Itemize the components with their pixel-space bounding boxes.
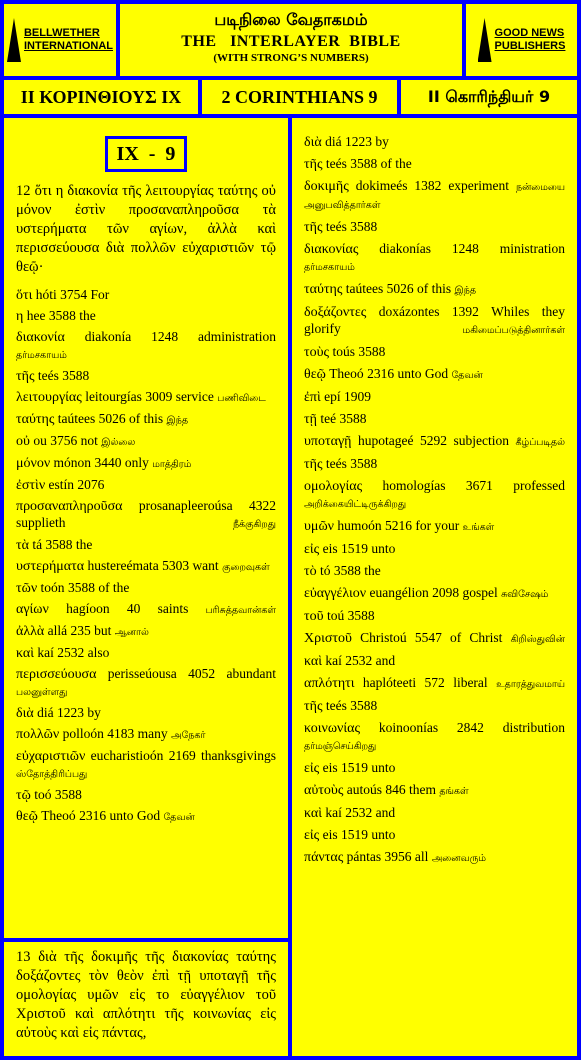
word-entry xyxy=(304,782,565,800)
word-entry xyxy=(304,156,565,173)
strongs-number: 3588 xyxy=(339,411,367,426)
strongs-number: 2316 xyxy=(79,808,107,823)
main-title: THE INTERLAYER BIBLE xyxy=(181,33,401,50)
word-entry xyxy=(16,558,276,576)
greek-word: εἰς xyxy=(304,828,320,843)
greek-word: δοξάζοντες xyxy=(304,305,367,320)
strongs-number: 3756 xyxy=(50,433,78,448)
transliteration: toó xyxy=(34,787,52,802)
strongs-number: 572 xyxy=(424,675,445,690)
strongs-number: 1392 xyxy=(451,304,479,319)
tamil-title: படிநிலை வேதாகமம் xyxy=(214,10,368,29)
greek-word: διὰ xyxy=(304,135,322,150)
greek-word: πολλῶν xyxy=(16,727,60,742)
transliteration: eis xyxy=(322,827,338,842)
greek-word: ἐστὶν xyxy=(16,478,46,493)
english-gloss: subjection xyxy=(453,433,509,448)
english-gloss: unto God xyxy=(109,808,161,823)
english-gloss: Whiles they glorify xyxy=(304,304,566,336)
strongs-number: 5292 xyxy=(419,433,447,448)
word-entry xyxy=(16,537,276,554)
word-entry xyxy=(304,134,565,151)
word-entry xyxy=(16,329,276,364)
word-entry xyxy=(16,623,276,641)
word-entry xyxy=(16,580,276,597)
tamil-gloss: தர்மஞ்செய்கிறது xyxy=(304,741,377,752)
verse-13-box xyxy=(4,942,288,1056)
word-entry xyxy=(304,827,565,844)
english-gloss: thanksgivings xyxy=(201,748,277,763)
greek-word: τῆς xyxy=(304,699,323,714)
transliteration: autoús xyxy=(346,782,382,797)
word-entry xyxy=(16,368,276,385)
greek-word: οὐ xyxy=(16,434,30,449)
english-gloss: not xyxy=(80,433,98,448)
greek-word: ὅτι xyxy=(16,288,33,303)
english-gloss: gospel xyxy=(462,585,498,600)
transliteration: teés xyxy=(325,156,347,171)
transliteration: toón xyxy=(40,580,65,595)
word-entry xyxy=(16,601,276,619)
strongs-number: 3588 xyxy=(350,156,378,171)
greek-word: δοκιμῆς xyxy=(304,179,349,194)
logo-left-line2: INTERNATIONAL xyxy=(23,40,113,52)
strongs-number: 3671 xyxy=(465,478,493,493)
word-entry xyxy=(16,705,276,722)
english-gloss: For xyxy=(90,287,110,302)
strongs-number: 3440 xyxy=(94,455,122,470)
greek-word: θεῷ xyxy=(304,367,326,382)
transliteration: kaí xyxy=(325,805,342,820)
word-entry xyxy=(304,518,565,536)
transliteration: diá xyxy=(325,134,342,149)
greek-word: τῆς xyxy=(304,157,323,172)
word-entry xyxy=(16,308,276,325)
greek-word: υποταγῇ xyxy=(304,434,352,449)
english-gloss: experiment xyxy=(448,178,510,193)
chapter-label: IX - 9 xyxy=(105,136,187,172)
english-gloss: many xyxy=(137,726,168,741)
english-gloss: unto xyxy=(371,827,396,842)
greek-word: ταύτης xyxy=(304,282,343,297)
transliteration: hupotageé xyxy=(357,433,414,448)
english-gloss: the xyxy=(79,308,96,323)
greek-word: περισσεύουσα xyxy=(16,667,97,682)
strongs-number: 2532 xyxy=(345,805,373,820)
word-entry xyxy=(304,366,565,384)
strongs-number: 3588 xyxy=(350,456,378,471)
english-gloss: unto xyxy=(371,760,396,775)
tamil-gloss: குறைவுகள் xyxy=(222,562,270,573)
tamil-gloss: தர்மசகாயம் xyxy=(16,350,67,361)
strongs-number: 4322 xyxy=(249,498,276,513)
transliteration: teés xyxy=(37,368,59,383)
transliteration: hustereémata xyxy=(87,558,159,573)
tamil-gloss: ஸ்தோத்திரிப்பது xyxy=(16,769,88,780)
good-news-logo xyxy=(466,4,577,76)
transliteration: hóti xyxy=(35,287,57,302)
strongs-number: 5216 xyxy=(385,518,412,533)
word-entry xyxy=(16,287,276,304)
transliteration: leitourgías xyxy=(85,389,142,404)
greek-word: τῆς xyxy=(304,220,323,235)
strongs-number: 3588 xyxy=(350,219,378,234)
greek-word: καὶ xyxy=(16,646,35,661)
english-gloss: them xyxy=(409,782,436,797)
greek-word: αγίων xyxy=(16,602,49,617)
word-entry xyxy=(304,241,565,276)
greek-word: τὸ xyxy=(304,564,317,579)
transliteration: teés xyxy=(325,219,347,234)
greek-word: διὰ xyxy=(16,706,34,721)
strongs-number: 3754 xyxy=(60,287,88,302)
transliteration: taútees xyxy=(57,411,96,426)
greek-word: τῇ xyxy=(304,412,317,427)
greek-word: διακονίας xyxy=(304,242,359,257)
english-reference: 2 CORINTHIANS 9 xyxy=(202,80,397,114)
english-gloss: abundant xyxy=(226,666,277,681)
english-gloss: but xyxy=(94,623,112,638)
word-entry xyxy=(304,720,565,755)
word-entry xyxy=(304,608,565,625)
transliteration: humoón xyxy=(337,518,382,533)
transliteration: diakonías xyxy=(379,241,432,256)
english-gloss: the xyxy=(364,563,381,578)
strongs-number: 2098 xyxy=(432,585,460,600)
english-gloss: unto God xyxy=(397,366,449,381)
strongs-number: 2532 xyxy=(345,653,373,668)
transliteration: teés xyxy=(325,698,347,713)
right-word-list xyxy=(304,134,565,867)
transliteration: teés xyxy=(325,456,347,471)
english-gloss: all xyxy=(414,849,429,864)
tamil-gloss: கிறிஸ்துவின் xyxy=(510,634,566,645)
transliteration: kaí xyxy=(37,645,54,660)
transliteration: toú xyxy=(326,608,345,623)
strongs-number: 3588 xyxy=(54,787,82,802)
english-gloss: unto xyxy=(371,541,396,556)
english-gloss: ministration xyxy=(499,241,565,256)
strongs-number: 1519 xyxy=(340,827,368,842)
strongs-number: 2076 xyxy=(77,477,105,492)
english-gloss: service xyxy=(175,389,214,404)
english-gloss: the xyxy=(75,537,93,552)
transliteration: teé xyxy=(320,411,337,426)
transliteration: polloón xyxy=(62,726,104,741)
transliteration: mónon xyxy=(53,455,92,470)
tamil-gloss: இல்லை xyxy=(101,437,136,448)
word-entry xyxy=(304,849,565,867)
strongs-number: 1223 xyxy=(344,134,372,149)
strongs-number: 1382 xyxy=(414,178,442,193)
strongs-number: 2169 xyxy=(168,748,196,763)
tamil-gloss: நீக்குகிறது xyxy=(232,519,276,530)
strongs-number: 3588 xyxy=(333,563,361,578)
word-entry xyxy=(16,748,276,783)
word-entry xyxy=(304,344,565,361)
greek-word: εὐχαριστιῶν xyxy=(16,749,86,764)
word-entry xyxy=(304,281,565,299)
transliteration: eis xyxy=(322,760,338,775)
transliteration: doxázontes xyxy=(378,304,440,319)
greek-word: τῶν xyxy=(16,581,38,596)
word-entry xyxy=(304,411,565,428)
transliteration: dokimeés xyxy=(355,178,408,193)
english-gloss: administration xyxy=(198,329,277,344)
strongs-number: 1223 xyxy=(56,705,84,720)
greek-word: λειτουργίας xyxy=(16,390,82,405)
english-gloss: also xyxy=(87,645,110,660)
tamil-reference: II கொரிந்தியர் 9 xyxy=(401,80,577,114)
word-entry xyxy=(16,455,276,473)
strongs-number: 4052 xyxy=(188,666,216,681)
transliteration: allá xyxy=(47,623,68,638)
right-column xyxy=(292,118,577,1056)
strongs-number: 3588 xyxy=(62,368,90,383)
english-gloss: of this xyxy=(417,281,452,296)
transliteration: eucharistioón xyxy=(90,748,164,763)
english-gloss: and xyxy=(375,653,396,668)
word-entry xyxy=(304,805,565,822)
strongs-number: 3588 xyxy=(67,580,95,595)
tamil-gloss: அனைவரும் xyxy=(431,853,487,864)
greek-word: καὶ xyxy=(304,806,323,821)
tamil-gloss: பலனுள்ளது xyxy=(16,687,68,698)
bellwether-logo xyxy=(4,4,116,76)
strongs-number: 2316 xyxy=(367,366,395,381)
strongs-number: 3588 xyxy=(350,698,378,713)
tamil-gloss: பணிவிடை xyxy=(217,393,266,404)
strongs-number: 1519 xyxy=(340,760,368,775)
verse-12-text: 12 ὅτι η διακονία τῆς λειτουργίας ταύτης οὐ μόνον ἐστὶν προσαναπληροῦσα τὰ υστερήματα τῶν αγίων, ἀλλὰ καὶ περισσεύουσα διὰ πολλῶν εὐχαριστιῶν τῷ θεῷ· xyxy=(16,183,276,275)
tamil-gloss: ஆனால் xyxy=(114,627,149,638)
tamil-gloss: பரிசுத்தவான்கள் xyxy=(205,605,277,616)
strongs-number: 4183 xyxy=(107,726,135,741)
greek-word: απλότητι xyxy=(304,676,355,691)
strongs-number: 3588 xyxy=(45,537,73,552)
tamil-gloss: சுவிசேஷம் xyxy=(501,589,549,600)
strongs-number: 2532 xyxy=(57,645,85,660)
left-word-list xyxy=(16,287,276,826)
strongs-number: 2842 xyxy=(456,720,484,735)
strongs-number: 3588 xyxy=(358,344,386,359)
subtitle: (WITH STRONG’S NUMBERS) xyxy=(213,52,369,64)
word-entry xyxy=(304,675,565,693)
greek-word: ομολογίας xyxy=(304,479,363,494)
tamil-gloss: நன்மையை அனுபவித்தார்கள் xyxy=(304,182,566,211)
english-gloss: distribution xyxy=(502,720,565,735)
english-gloss: only xyxy=(124,455,149,470)
greek-word: πάντας xyxy=(304,850,344,865)
greek-word: τὰ xyxy=(16,538,29,553)
transliteration: Theoó xyxy=(329,366,364,381)
transliteration: epí xyxy=(324,389,341,404)
tamil-gloss: மகிமைப்படுத்தினார்கள் xyxy=(462,325,565,336)
transliteration: haplóteeti xyxy=(362,675,417,690)
strongs-number: 5026 xyxy=(386,281,414,296)
transliteration: pántas xyxy=(346,849,382,864)
transliteration: kaí xyxy=(325,653,342,668)
greek-word: προσαναπληροῦσα xyxy=(16,499,123,514)
word-entry xyxy=(16,389,276,407)
strongs-number: 1248 xyxy=(451,241,479,256)
word-entry xyxy=(304,630,565,648)
word-entry xyxy=(304,585,565,603)
english-gloss: liberal xyxy=(453,675,488,690)
greek-word: τῷ xyxy=(16,788,31,803)
word-entry xyxy=(304,219,565,236)
word-entry xyxy=(16,477,276,494)
strongs-number: 5547 xyxy=(414,630,442,645)
tamil-gloss: இந்த xyxy=(166,415,189,426)
word-entry xyxy=(16,666,276,701)
transliteration: hagíoon xyxy=(66,601,110,616)
word-entry xyxy=(304,304,565,339)
tamil-gloss: அறிக்கையிட்டிருக்கிறது xyxy=(304,499,407,510)
tamil-gloss: தர்மசகாயம் xyxy=(304,262,355,273)
tamil-gloss: மாத்திரம் xyxy=(152,459,192,470)
greek-word: εὐαγγέλιον xyxy=(304,586,367,601)
greek-word: κοινωνίας xyxy=(304,721,361,736)
strongs-number: 235 xyxy=(70,623,91,638)
verse-13-text: 13 διὰ τῆς δοκιμῆς τῆς διακονίας ταύτης δοξάζοντες τὸν θεὸν ἐπὶ τῇ υποταγῇ τῆς ομολογίας υμῶν εἰς το εὐαγγέλιον τοῦ Χριστοῦ καὶ απλότητι τῆς κοινωνίας εἰς αὐτοὺς καὶ εἰς πάντας, xyxy=(16,949,276,1041)
transliteration: toús xyxy=(332,344,355,359)
word-entry xyxy=(16,787,276,804)
transliteration: Theoó xyxy=(41,808,76,823)
strongs-number: 1248 xyxy=(151,329,179,344)
tamil-gloss: தங்கள் xyxy=(439,786,469,797)
word-entry xyxy=(16,726,276,744)
greek-word: τῆς xyxy=(304,457,323,472)
transliteration: eis xyxy=(322,541,338,556)
greek-word: ἐπὶ xyxy=(304,390,321,405)
english-gloss: and xyxy=(375,805,396,820)
flame-icon xyxy=(7,18,21,62)
greek-word: Χριστοῦ xyxy=(304,631,352,646)
greek-word: διακονία xyxy=(16,330,65,345)
word-entry xyxy=(16,645,276,662)
logo-right-line2: PUBLISHERS xyxy=(494,40,566,52)
greek-word: εἰς xyxy=(304,542,320,557)
greek-word: υστερήματα xyxy=(16,559,85,574)
english-gloss: by xyxy=(375,134,389,149)
strongs-number: 3009 xyxy=(145,389,173,404)
english-gloss: by xyxy=(87,705,101,720)
tamil-gloss: அநேகர் xyxy=(170,730,206,741)
greek-reference: ΙΙ ΚΟΡΙΝΘΙΟΥΣ ΙΧ xyxy=(4,80,198,114)
word-entry xyxy=(304,698,565,715)
strongs-number: 5303 xyxy=(162,558,190,573)
strongs-number: 3588 xyxy=(48,308,76,323)
greek-word: θεῷ xyxy=(16,809,38,824)
word-entry xyxy=(304,433,565,451)
english-gloss: of this xyxy=(129,411,164,426)
strongs-number: 40 xyxy=(126,601,141,616)
transliteration: ou xyxy=(33,433,47,448)
strongs-number: 1909 xyxy=(343,389,371,404)
greek-word: ταύτης xyxy=(16,412,55,427)
english-gloss: saints xyxy=(157,601,189,616)
english-gloss: for your xyxy=(415,518,460,533)
tamil-gloss: தேவன் xyxy=(163,812,195,823)
transliteration: estín xyxy=(48,477,75,492)
greek-word: αὐτοὺς xyxy=(304,783,344,798)
strongs-number: 846 xyxy=(385,782,406,797)
greek-word: τοῦ xyxy=(304,609,324,624)
transliteration: perisseúousa xyxy=(107,666,177,681)
english-gloss: supplieth xyxy=(16,515,66,530)
word-entry xyxy=(304,478,565,513)
english-gloss: of the xyxy=(380,156,412,171)
word-entry xyxy=(304,541,565,558)
word-entry xyxy=(16,433,276,451)
tamil-gloss: உங்கள் xyxy=(462,522,495,533)
tamil-gloss: இந்த xyxy=(454,285,477,296)
transliteration: koinoonías xyxy=(378,720,439,735)
transliteration: taútees xyxy=(345,281,384,296)
word-entry xyxy=(16,498,276,533)
word-entry xyxy=(304,653,565,670)
transliteration: hee xyxy=(26,308,46,323)
greek-word: η xyxy=(16,309,24,324)
strongs-number: 5026 xyxy=(98,411,126,426)
tamil-gloss: தேவன் xyxy=(451,370,483,381)
transliteration: tó xyxy=(320,563,331,578)
word-entry xyxy=(16,411,276,429)
english-gloss: of the xyxy=(98,580,130,595)
greek-word: καὶ xyxy=(304,654,323,669)
greek-word: εἰς xyxy=(304,761,320,776)
transliteration: homologías xyxy=(382,478,446,493)
word-entry xyxy=(304,178,565,214)
title-block xyxy=(120,4,462,76)
left-column xyxy=(4,118,288,938)
transliteration: prosanapleeroúsa xyxy=(138,498,233,513)
word-entry xyxy=(304,389,565,406)
transliteration: diá xyxy=(37,705,54,720)
transliteration: euangélion xyxy=(369,585,429,600)
strongs-number: 3588 xyxy=(347,608,375,623)
flame-icon xyxy=(478,18,492,62)
tamil-gloss: உதாரத்துவமாய் xyxy=(496,679,566,690)
transliteration: diakonía xyxy=(84,329,132,344)
transliteration: Christoú xyxy=(360,630,407,645)
strongs-number: 1519 xyxy=(340,541,368,556)
english-gloss: of Christ xyxy=(450,630,503,645)
strongs-number: 3956 xyxy=(384,849,412,864)
word-entry xyxy=(16,808,276,826)
logo-right-line1: GOOD NEWS xyxy=(494,27,565,39)
transliteration: tá xyxy=(32,537,43,552)
tamil-gloss: கீழ்ப்படிதல் xyxy=(515,437,566,448)
english-gloss: want xyxy=(192,558,219,573)
greek-word: μόνον xyxy=(16,456,51,471)
word-entry xyxy=(304,563,565,580)
word-entry xyxy=(304,760,565,777)
greek-word: τῆς xyxy=(16,369,35,384)
word-entry xyxy=(304,456,565,473)
logo-left-line1: BELLWETHER xyxy=(23,27,100,39)
english-gloss: professed xyxy=(513,478,565,493)
greek-word: υμῶν xyxy=(304,519,334,534)
greek-word: τοὺς xyxy=(304,345,330,360)
greek-word: ἀλλὰ xyxy=(16,624,45,639)
